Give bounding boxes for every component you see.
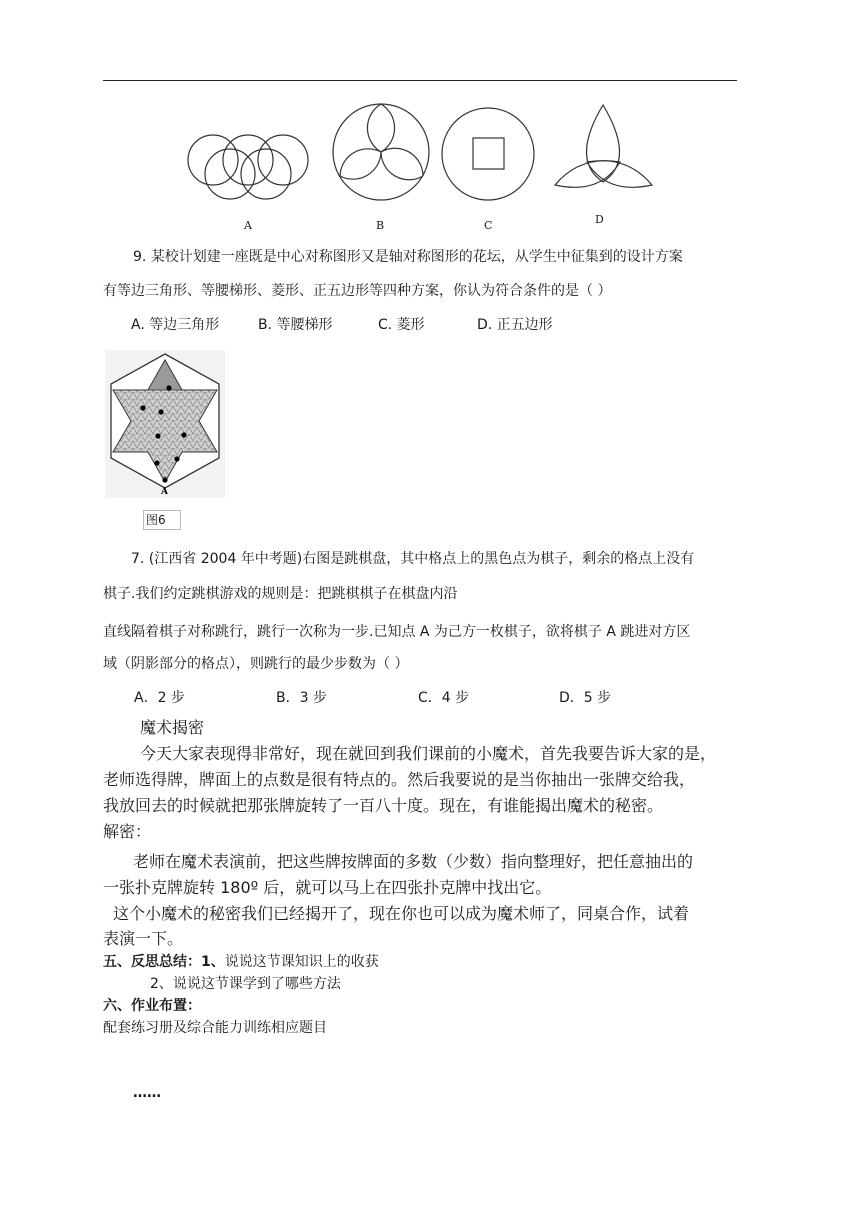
q9-option-b: B. 等腰梯形 <box>258 317 333 333</box>
figure-caption-box <box>143 510 181 530</box>
q9-line2: 有等边三角形、等腰梯形、菱形、正五边形等四种方案，你认为符合条件的是（ ） <box>103 283 612 299</box>
figure-c-label: C <box>484 219 493 232</box>
magic-para2-line1: 老师在魔术表演前，把这些牌按牌面的多数（少数）指向整理好，把任意抽出的 <box>133 852 694 871</box>
figure-a-rings <box>188 135 308 199</box>
q7-line2: 棋子.我们约定跳棋游戏的规则是：把跳棋棋子在棋盘内沿 <box>103 586 458 602</box>
ellipsis: …… <box>133 1085 161 1101</box>
q7-option-c: C．4 步 <box>418 690 470 706</box>
figure-b-circle-arcs <box>333 104 429 200</box>
figure-b-label: B <box>376 219 385 232</box>
magic-heading: 魔术揭密 <box>140 718 205 737</box>
magic-para1-line1: 今天大家表现得非常好，现在就回到我们课前的小魔术，首先我要告诉大家的是， <box>140 744 717 763</box>
q7-option-d: D．5 步 <box>559 690 612 706</box>
section6-content: 配套练习册及综合能力训练相应题目 <box>103 1020 327 1036</box>
q9-option-c: C. 菱形 <box>378 317 425 333</box>
figure-d-triquetra <box>555 105 652 187</box>
figure-a-label: A <box>244 219 252 232</box>
magic-para1-line2: 老师选得牌，牌面上的点数是很有特点的。然后我要说的是当你抽出一张牌交给我， <box>103 770 696 789</box>
magic-para3-line2: 表演一下。 <box>103 929 184 948</box>
section5-item2: 2、说说这节课学到了哪些方法 <box>150 976 341 992</box>
figure-c-circle-square <box>442 108 534 200</box>
q7-option-b: B．3 步 <box>276 690 327 706</box>
q9-line1: 9. 某校计划建一座既是中心对称图形又是轴对称图形的花坛，从学生中征集到的设计方案 <box>133 249 683 265</box>
header-rule <box>103 80 737 81</box>
magic-para2-line2: 一张扑克牌旋转 180º 后，就可以马上在四张扑克牌中找出它。 <box>103 878 552 897</box>
section6-heading: 六、作业布置： <box>103 998 201 1014</box>
figure-options <box>180 100 660 235</box>
magic-para3-line1: 这个小魔术的秘密我们已经揭开了，现在你也可以成为魔术师了，同桌合作，试着 <box>113 904 690 923</box>
section5-item1-number: 1、 <box>201 954 225 970</box>
section5-item1: 说说这节课知识上的收获 <box>224 954 379 970</box>
checkers-board-figure <box>105 350 225 498</box>
q7-line3: 直线隔着棋子对称跳行，跳行一次称为一步.已知点 A 为己方一枚棋子，欲将棋子 A 跳进对方区 <box>103 624 691 640</box>
figure-d-label: D <box>595 213 604 226</box>
section5-heading: 五、反思总结： <box>103 954 201 970</box>
q9-option-a: A. 等边三角形 <box>131 317 220 333</box>
magic-para1-line3: 我放回去的时候就把那张牌旋转了一百八十度。现在，有谁能揭出魔术的秘密。 <box>103 796 664 815</box>
q7-line1: 7. (江西省 2004 年中考题)右图是跳棋盘，其中格点上的黑色点为棋子，剩余的格点上没有 <box>131 551 695 567</box>
q7-line4: 域（阴影部分的格点），则跳行的最少步数为（ ） <box>103 656 409 672</box>
q7-option-a: A．2 步 <box>134 690 185 706</box>
section5-line1 <box>103 953 379 971</box>
board-point-a-label: A <box>161 487 168 497</box>
q9-option-d: D. 正五边形 <box>477 317 553 333</box>
figure-caption: 图6 <box>146 513 166 527</box>
magic-answer-label: 解密： <box>103 822 152 841</box>
